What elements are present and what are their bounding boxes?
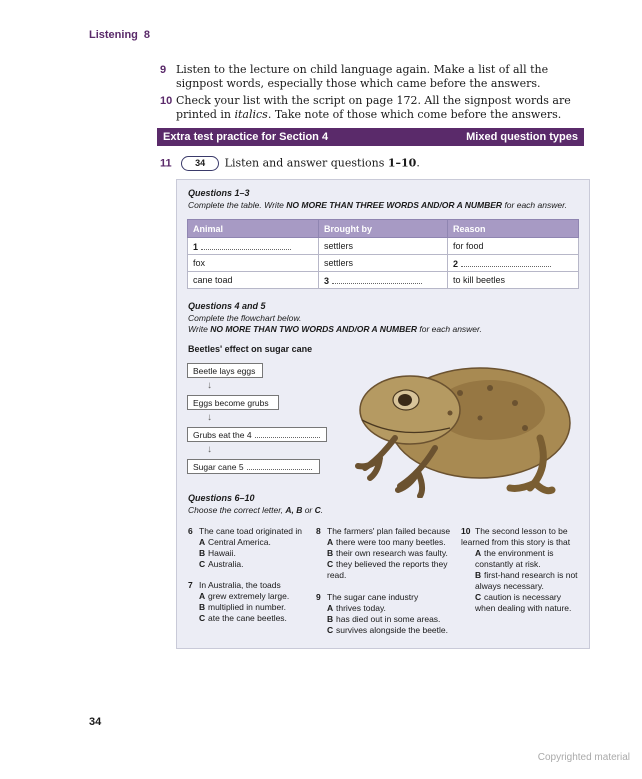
flowchart-title: Beetles' effect on sugar cane <box>188 344 313 354</box>
option-letter: B <box>475 570 482 580</box>
option[interactable] <box>475 548 581 570</box>
question-7 <box>188 580 316 624</box>
chapter-header <box>89 29 150 41</box>
question-11 <box>160 156 420 171</box>
option-letter: C <box>327 559 334 569</box>
band-right: Mixed question types <box>466 131 578 143</box>
option-letter: C <box>475 592 482 602</box>
answer-blank[interactable] <box>255 429 320 438</box>
table-cell <box>448 255 579 272</box>
option[interactable] <box>199 537 316 548</box>
instr-c: C <box>314 505 321 515</box>
option-letter: A <box>199 537 206 547</box>
option-letter: A <box>327 603 334 613</box>
task-number: 9 <box>160 64 167 76</box>
option[interactable] <box>475 570 581 592</box>
question-6 <box>188 526 316 570</box>
instr-a: Choose the correct letter, <box>188 505 286 515</box>
instr-a: Write <box>188 324 211 334</box>
flow-step-4 <box>187 459 320 474</box>
instr-a: Complete the table. Write <box>188 200 287 210</box>
q4-5-instr2 <box>188 324 482 334</box>
question-stem: In Australia, the toads <box>199 580 281 590</box>
instr-letters: A, B <box>285 505 303 515</box>
cane-toad-illustration <box>340 348 580 498</box>
instr-bold: NO MORE THAN TWO WORDS AND/OR A NUMBER <box>210 324 418 334</box>
table-cell: to kill beetles <box>448 272 579 289</box>
task-text-a: Check your list with the script on page 172. All the signpost words are printed in <box>176 94 571 121</box>
option-text: their own research was faulty. <box>336 548 448 558</box>
option[interactable] <box>327 537 458 548</box>
answer-blank[interactable] <box>247 461 312 470</box>
option-text: caution is necessary when dealing with nature. <box>475 592 572 613</box>
question-number: 7 <box>188 580 193 590</box>
instr-bold: NO MORE THAN THREE WORDS AND/OR A NUMBER <box>286 200 503 210</box>
table-cell: cane toad <box>188 272 319 289</box>
chapter-number: 8 <box>143 29 151 41</box>
table-cell: settlers <box>319 238 448 255</box>
option-text: thrives today. <box>336 603 386 613</box>
option[interactable] <box>199 548 316 559</box>
option-text: first-hand research is not always necessary. <box>475 570 578 591</box>
task-10 <box>160 94 590 122</box>
instr-or: or <box>302 505 315 515</box>
animal-table <box>187 219 579 289</box>
page-number: 34 <box>89 716 102 728</box>
answer-blank[interactable] <box>332 275 422 284</box>
step-text: Sugar cane 5 <box>193 462 244 472</box>
task-text-italic: italics <box>234 108 268 121</box>
arrow-down-icon: ↓ <box>207 380 212 391</box>
q4-5-heading: Questions 4 and 5 <box>188 301 266 311</box>
option-text: Australia. <box>208 559 244 569</box>
cd-track: 34 <box>195 158 206 168</box>
flow-step-2: Eggs become grubs <box>187 395 279 410</box>
question-stem: The farmers' plan failed because <box>327 526 451 536</box>
option[interactable] <box>327 625 458 636</box>
q1-3-heading: Questions 1–3 <box>188 188 250 198</box>
q11-number: 11 <box>160 157 172 170</box>
question-8 <box>316 526 458 581</box>
question-number: 6 <box>188 526 193 536</box>
option[interactable] <box>327 614 458 625</box>
chapter-label: Listening <box>89 29 138 41</box>
table-row <box>188 272 579 289</box>
option-letter: A <box>199 591 206 601</box>
answer-number: 3 <box>324 275 330 286</box>
answer-number: 2 <box>453 258 459 269</box>
option[interactable] <box>199 602 316 613</box>
step-text: Grubs eat the 4 <box>193 430 252 440</box>
q6-10-instructions <box>188 505 323 515</box>
flow-step-3 <box>187 427 327 442</box>
task-number: 10 <box>160 95 173 107</box>
q1-3-instructions <box>188 200 567 210</box>
question-number: 9 <box>316 592 321 602</box>
option-letter: C <box>199 559 206 569</box>
table-cell <box>188 238 319 255</box>
option[interactable] <box>199 613 316 624</box>
table-cell: fox <box>188 255 319 272</box>
option-text: has died out in some areas. <box>336 614 441 624</box>
table-row <box>188 255 579 272</box>
arrow-down-icon: ↓ <box>207 444 212 455</box>
option-letter: C <box>199 613 206 623</box>
option-text: Hawaii. <box>208 548 236 558</box>
q11-text: Listen and answer questions <box>224 156 388 170</box>
q11-range: 1–10 <box>387 156 417 170</box>
option-text: survives alongside the beetle. <box>336 625 448 635</box>
header-animal: Animal <box>188 220 319 238</box>
option-letter: C <box>327 625 334 635</box>
flow-step-1: Beetle lays eggs <box>187 363 263 378</box>
option-text: multiplied in number. <box>208 602 286 612</box>
section-band <box>157 128 584 146</box>
option-text: ate the cane beetles. <box>208 613 287 623</box>
q6-10-heading: Questions 6–10 <box>188 493 255 503</box>
arrow-down-icon: ↓ <box>207 412 212 423</box>
question-stem: The cane toad originated in <box>199 526 303 536</box>
option[interactable] <box>327 548 458 559</box>
option-text: the environment is constantly at risk. <box>475 548 554 569</box>
q4-5-instr1: Complete the flowchart below. <box>188 313 302 323</box>
question-stem: The sugar cane industry <box>327 592 419 602</box>
option[interactable] <box>199 559 316 570</box>
question-number: 10 <box>461 526 471 536</box>
option-letter: B <box>327 548 334 558</box>
table-cell <box>319 272 448 289</box>
question-panel <box>176 179 590 649</box>
task-text <box>176 94 590 122</box>
answer-blank[interactable] <box>201 241 291 250</box>
task-text: Listen to the lecture on child language again. Make a list of all the signpost words, especially those which came before the answers. <box>176 63 549 90</box>
table-cell: for food <box>448 238 579 255</box>
table-cell: settlers <box>319 255 448 272</box>
question-9 <box>316 592 458 636</box>
option-text: there were too many beetles. <box>336 537 446 547</box>
table-header-row <box>188 220 579 238</box>
option[interactable] <box>475 592 581 614</box>
option-text: they believed the reports they read. <box>327 559 448 580</box>
option-letter: B <box>199 548 206 558</box>
q11-end: . <box>416 156 420 170</box>
option[interactable] <box>199 591 316 602</box>
header-reason: Reason <box>448 220 579 238</box>
answer-blank[interactable] <box>461 258 551 267</box>
copyright-notice: Copyrighted material <box>537 752 630 763</box>
header-brought-by: Brought by <box>319 220 448 238</box>
option-letter: B <box>327 614 334 624</box>
option[interactable] <box>327 603 458 614</box>
option-text: grew extremely large. <box>208 591 290 601</box>
option-letter: A <box>475 548 482 558</box>
cd-icon <box>181 156 219 171</box>
question-stem: The second lesson to be learned from this story is that <box>461 526 571 547</box>
instr-b: for each answer. <box>502 200 567 210</box>
answer-number: 1 <box>193 241 199 252</box>
question-10 <box>461 526 581 614</box>
option[interactable] <box>327 559 458 581</box>
instr-b: for each answer. <box>417 324 482 334</box>
option-letter: A <box>327 537 334 547</box>
band-left: Extra test practice for Section 4 <box>163 131 329 143</box>
table-row <box>188 238 579 255</box>
question-number: 8 <box>316 526 321 536</box>
instr-end: . <box>320 505 324 515</box>
option-letter: B <box>199 602 206 612</box>
option-text: Central America. <box>208 537 271 547</box>
task-text-b: . Take note of those which come before the answers. <box>267 108 562 121</box>
task-9 <box>160 63 590 91</box>
